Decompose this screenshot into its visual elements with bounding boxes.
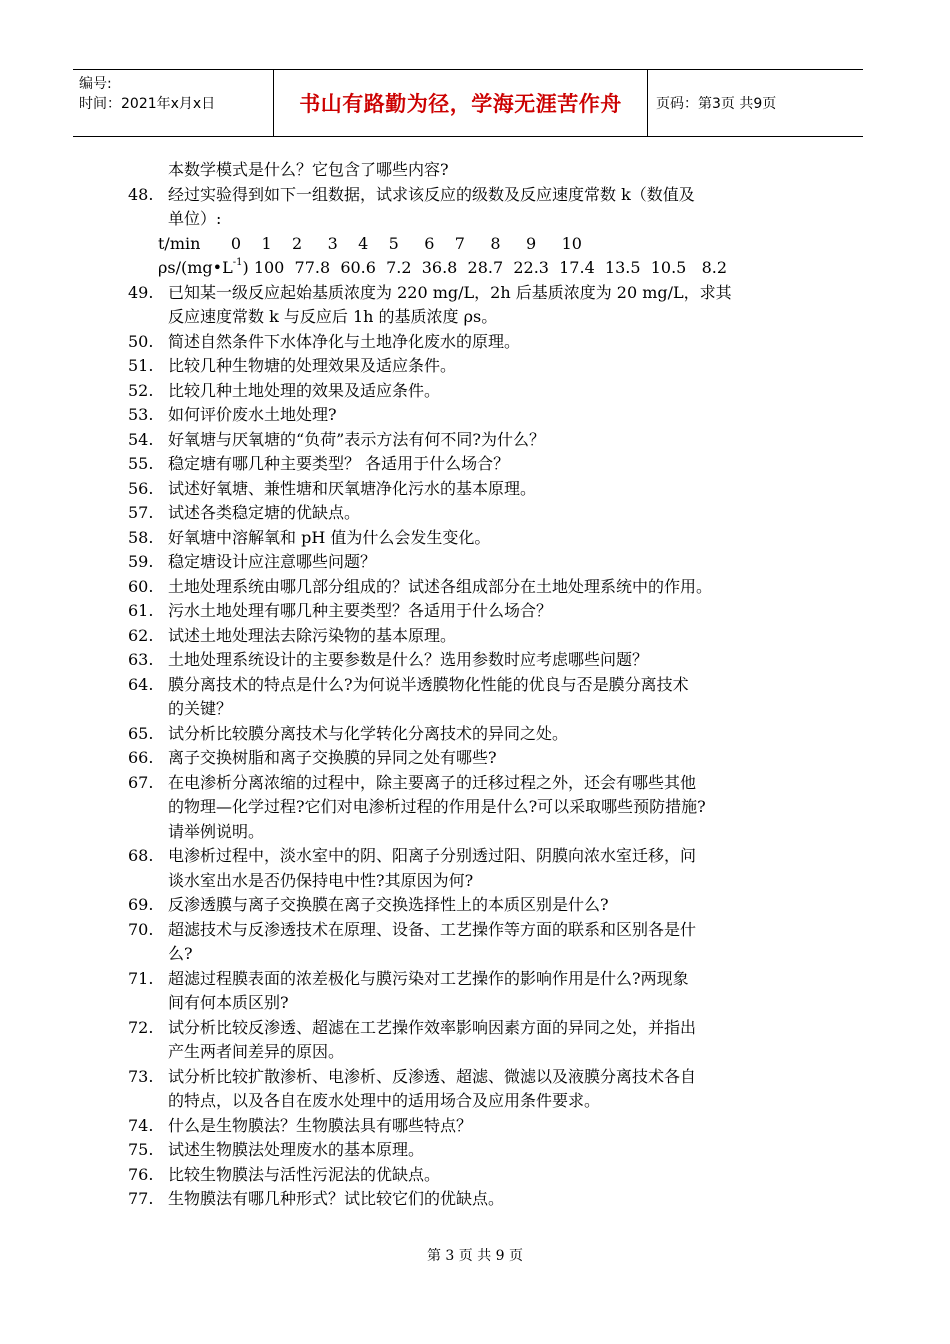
question-text: [168, 354, 818, 379]
question-text: [168, 673, 818, 722]
question-line: 请举例说明。: [168, 821, 265, 841]
question-line: 试述土地处理法去除污染物的基本原理。: [168, 625, 457, 645]
list-item: [128, 477, 818, 502]
question-text: [168, 771, 818, 845]
question-line: 稳定塘设计应注意哪些问题？: [168, 552, 377, 571]
list-item: [128, 967, 818, 1016]
question-line: 的物理—化学过程?它们对电渗析过程的作用是什么?可以采取哪些预防措施?: [168, 797, 706, 816]
question-text: [168, 575, 818, 600]
header-time: 时间：2021年x月x日: [79, 96, 216, 112]
question-text: [168, 477, 818, 502]
question-text: [168, 403, 818, 428]
question-number: 57.: [128, 503, 154, 522]
question-number: 52.: [128, 380, 154, 400]
question-line: 离子交换树脂和离子交换膜的异同之处有哪些?: [168, 748, 497, 767]
question-line: 么?: [168, 944, 193, 963]
list-item: [128, 844, 818, 893]
list-item: [128, 746, 818, 771]
question-line: 比较几种生物塘的处理效果及适应条件。: [168, 356, 457, 375]
list-item: [128, 281, 818, 330]
question-line: 试分析比较反渗透、超滤在工艺操作效率影响因素方面的异同之处，并指出: [168, 1017, 697, 1037]
list-item: [128, 1138, 818, 1163]
list-item: [128, 673, 818, 722]
question-number: 75.: [128, 1140, 154, 1159]
question-text: [168, 844, 818, 893]
question-number: 66.: [128, 748, 154, 767]
list-item: [128, 918, 818, 967]
question-line: 好氧塘中溶解氧和 pH 值为什么会发生变化。: [168, 527, 491, 547]
question-text: [168, 648, 818, 673]
list-item: [128, 648, 818, 673]
list-item: [128, 1016, 818, 1065]
list-item: [128, 330, 818, 355]
question-line: 超滤技术与反渗透技术在原理、设备、工艺操作等方面的联系和区别各是什: [168, 919, 697, 939]
question-number: 49.: [128, 282, 154, 302]
page-footer: 第 3 页 共 9 页: [426, 1248, 524, 1264]
question-number: 67.: [128, 772, 154, 792]
header-page-number: 页码：第3页 共9页: [656, 96, 777, 112]
question-text: [168, 379, 818, 404]
question-line: 稳定塘有哪几种主要类型？ 各适用于什么场合？: [168, 454, 510, 473]
question-line: 什么是生物膜法？生物膜法具有哪些特点？: [168, 1115, 473, 1135]
unit-exponent: -1: [232, 257, 243, 268]
question-number: 51.: [128, 356, 154, 375]
question-text: [168, 746, 818, 771]
header-meta: [73, 70, 273, 136]
question-number: 74.: [128, 1115, 154, 1135]
list-item: [128, 403, 818, 428]
header-motto: 书山有路勤为径，学海无涯苦作舟: [273, 70, 648, 136]
question-text: [168, 183, 818, 232]
question-number: 64.: [128, 674, 154, 694]
question-text: [168, 281, 818, 330]
list-item: [128, 624, 818, 649]
list-item: [128, 599, 818, 624]
question-number: 76.: [128, 1164, 154, 1184]
list-item: [128, 722, 818, 747]
list-item: [128, 1163, 818, 1188]
list-item: [128, 379, 818, 404]
question-number: 60.: [128, 576, 154, 596]
question-text: [168, 1187, 818, 1212]
list-item: [128, 354, 818, 379]
question-text: [168, 893, 818, 918]
question-line: 的特点，以及各自在废水处理中的适用场合及应用条件要求。: [168, 1091, 601, 1110]
question-text: [168, 452, 818, 477]
intro-line: 本数学模式是什么？它包含了哪些内容?: [168, 160, 449, 179]
question-line: 间有何本质区别?: [168, 993, 289, 1012]
data-row-concentration: [128, 256, 818, 281]
question-line: 简述自然条件下水体净化与土地净化废水的原理。: [168, 331, 521, 351]
data-row-concentration-values: ) 100 77.8 60.6 7.2 36.8 28.7 22.3 17.4 13.5 10.5 8.2: [242, 258, 728, 277]
question-line: 如何评价废水土地处理?: [168, 405, 337, 424]
question-line: 反渗透膜与离子交换膜在离子交换选择性上的本质区别是什么?: [168, 895, 609, 914]
header-number: 编号:: [79, 76, 112, 92]
question-line: 比较生物膜法与活性污泥法的优缺点。: [168, 1164, 441, 1184]
question-line: 超滤过程膜表面的浓差极化与膜污染对工艺操作的影响作用是什么?两现象: [168, 968, 689, 988]
list-item: [128, 1065, 818, 1114]
page-header: [73, 69, 863, 137]
question-number: 61.: [128, 601, 154, 620]
question-text: [168, 967, 818, 1016]
question-number: 56.: [128, 478, 154, 498]
question-line: 谈水室出水是否仍保持电中性?其原因为何?: [168, 870, 474, 890]
question-text: [168, 918, 818, 967]
question-line: 土地处理系统由哪几部分组成的？试述各组成部分在土地处理系统中的作用。: [168, 576, 713, 596]
question-text: [168, 1138, 818, 1163]
question-list: [128, 281, 818, 1212]
question-line: 试述生物膜法处理废水的基本原理。: [168, 1140, 425, 1159]
question-number: 69.: [128, 895, 154, 914]
list-item: [128, 771, 818, 845]
list-item: [128, 550, 818, 575]
list-item: [128, 501, 818, 526]
question-number: 55.: [128, 454, 154, 473]
question-line: 产生两者间差异的原因。: [168, 1042, 345, 1061]
question-text: [168, 550, 818, 575]
question-line: 试述好氧塘、兼性塘和厌氧塘净化污水的基本原理。: [168, 478, 537, 498]
question-number: 63.: [128, 650, 154, 669]
list-item: [128, 1114, 818, 1139]
question-text: [168, 1065, 818, 1114]
question-line: 反应速度常数 k 与反应后 1h 的基质浓度 ρs。: [168, 307, 498, 326]
question-number: 59.: [128, 552, 154, 571]
question-number: 72.: [128, 1017, 154, 1037]
question-line: 好氧塘与厌氧塘的“负荷”表示方法有何不同?为什么？: [168, 429, 545, 449]
question-number: 77.: [128, 1189, 154, 1208]
data-row-concentration-prefix: ρs/(mg•L: [158, 258, 233, 277]
document-body: [128, 158, 818, 1212]
question-text: [168, 330, 818, 355]
question-number: 48.: [128, 184, 154, 204]
question-number: 58.: [128, 527, 154, 547]
question-line: 已知某一级反应起始基质浓度为 220 mg/L，2h 后基质浓度为 20 mg/L，求其: [168, 282, 732, 302]
question-number: 70.: [128, 919, 154, 939]
question-number: 62.: [128, 625, 154, 645]
question-text: [168, 599, 818, 624]
question-line: 试分析比较膜分离技术与化学转化分离技术的异同之处。: [168, 723, 569, 743]
question-line: 生物膜法有哪几种形式？试比较它们的优缺点。: [168, 1189, 505, 1208]
list-item: [128, 893, 818, 918]
question-line: 污水土地处理有哪几种主要类型？各适用于什么场合？: [168, 601, 553, 620]
question-line: 比较几种土地处理的效果及适应条件。: [168, 380, 441, 400]
question-48: [128, 183, 818, 232]
question-number: 54.: [128, 429, 154, 449]
question-text: [168, 1114, 818, 1139]
question-text: [168, 722, 818, 747]
question-line: 的关键？: [168, 699, 233, 718]
list-item: [128, 452, 818, 477]
question-line: 土地处理系统设计的主要参数是什么？选用参数时应考虑哪些问题？: [168, 650, 649, 669]
list-item: [128, 526, 818, 551]
question-text: [168, 624, 818, 649]
question-line: 电渗析过程中，淡水室中的阴、阳离子分别透过阳、阴膜向浓水室迁移，问: [168, 846, 697, 865]
question-line: 在电渗析分离浓缩的过程中，除主要离子的迁移过程之外，还会有哪些其他: [168, 772, 697, 792]
list-item: [128, 575, 818, 600]
list-item: [128, 1187, 818, 1212]
question-text: [168, 526, 818, 551]
question-text: [168, 501, 818, 526]
question-number: 53.: [128, 405, 154, 424]
question-number: 73.: [128, 1066, 154, 1086]
data-row-time: t/min 0 1 2 3 4 5 6 7 8 9 10: [158, 233, 582, 253]
question-line: 经过实验得到如下一组数据，试求该反应的级数及反应速度常数 k（数值及: [168, 184, 695, 204]
question-line: 试分析比较扩散渗析、电渗析、反渗透、超滤、微滤以及液膜分离技术各自: [168, 1066, 697, 1086]
question-number: 65.: [128, 723, 154, 743]
question-number: 50.: [128, 331, 154, 351]
question-text: [168, 1163, 818, 1188]
question-text: [168, 1016, 818, 1065]
list-item: [128, 428, 818, 453]
question-line: 单位）:: [168, 209, 222, 228]
question-number: 71.: [128, 968, 154, 988]
question-number: 68.: [128, 846, 154, 865]
question-text: [168, 428, 818, 453]
question-line: 膜分离技术的特点是什么?为何说半透膜物化性能的优良与否是膜分离技术: [168, 674, 689, 694]
question-line: 试述各类稳定塘的优缺点。: [168, 503, 361, 522]
